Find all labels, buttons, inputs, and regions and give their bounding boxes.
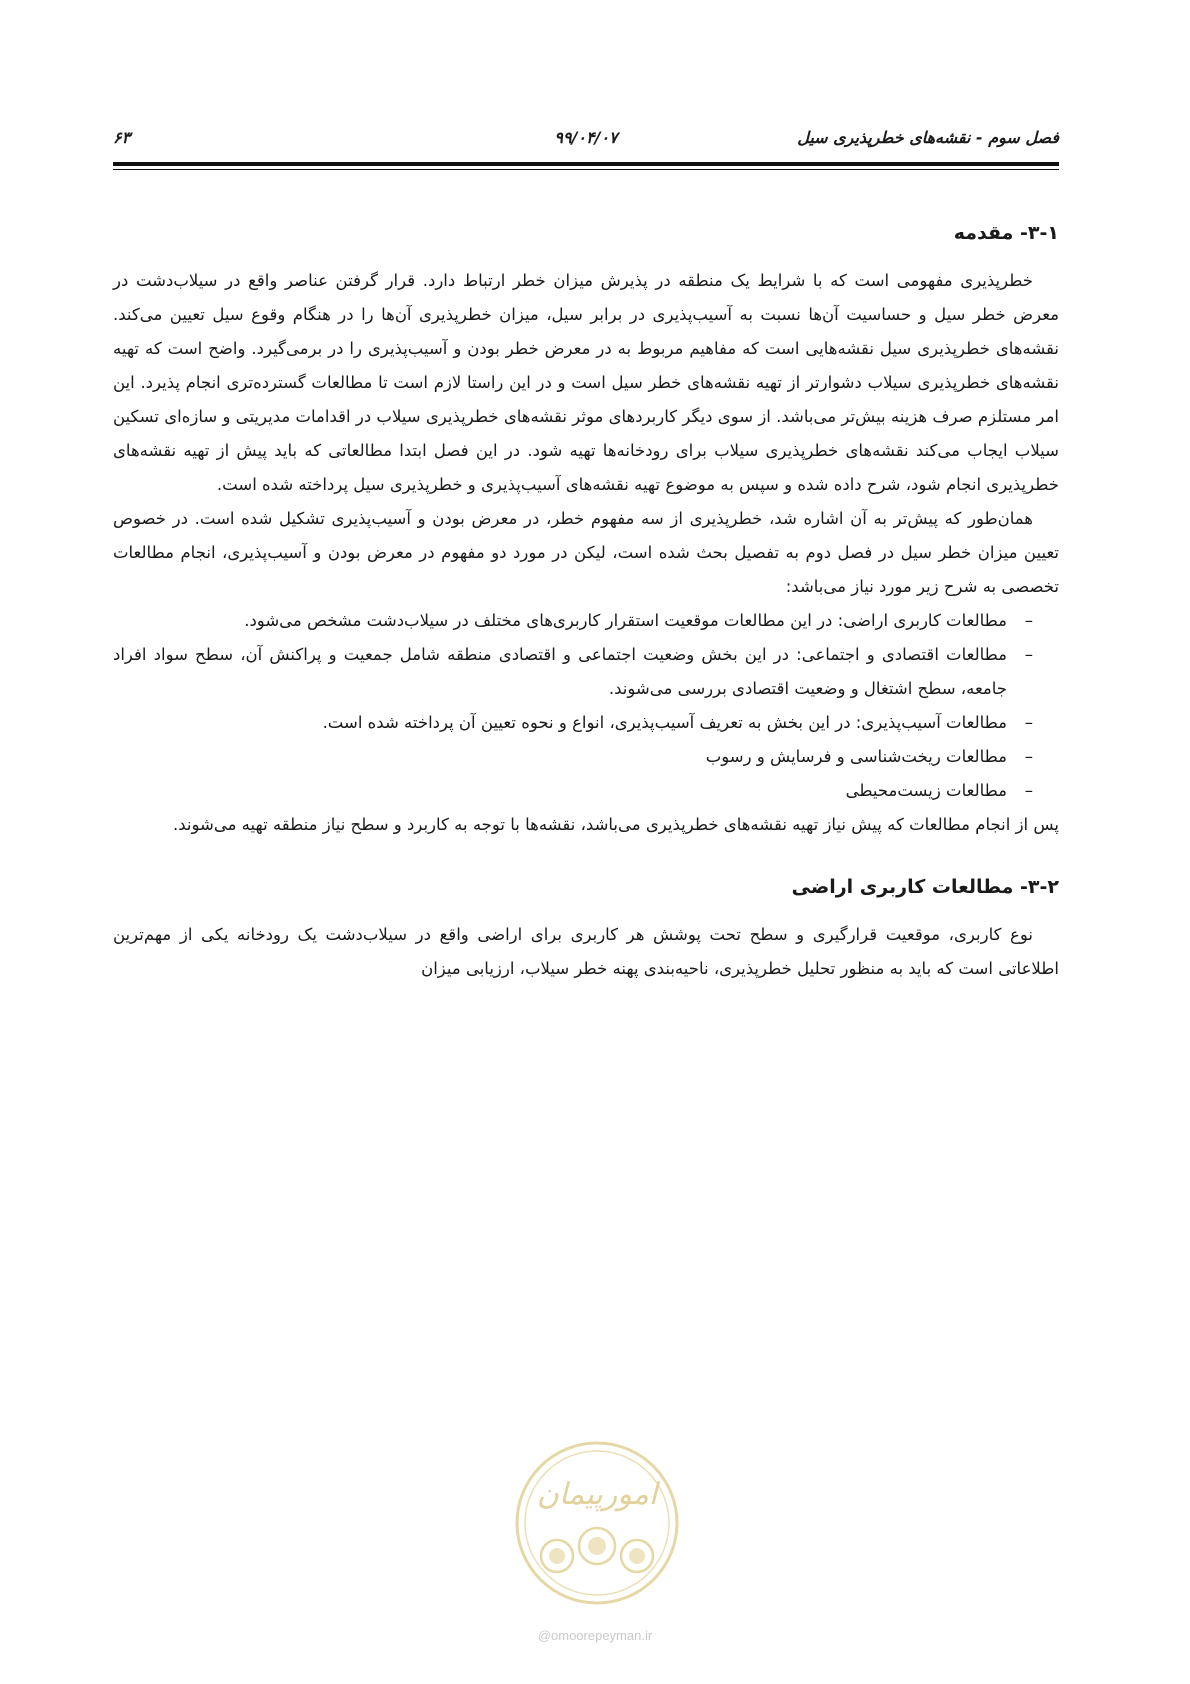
running-head-date: ۹۹/۰۴/۰۷ [554,128,618,147]
body-paragraph: همان‌طور که پیش‌تر به آن اشاره شد، خطرپذیری از سه مفهوم خطر، در معرض بودن و آسیب‌پذیری تشکیل شده است. در خصوص تعیین میزان خطر سیل در فصل دوم به تفصیل بحث شده است، لیکن در مورد دو مفهوم در معرض بودن و آسیب‌پذیری، انجام مطالعات تخصصی به شرح زیر مورد نیاز می‌باشد: [113,509,1059,596]
body-paragraph: پس از انجام مطالعات که پیش نیاز تهیه نقشه‌های خطرپذیری می‌باشد، نقشه‌ها با توجه به کاربرد و سطح نیاز منطقه تهیه می‌شوند. [172,815,1059,834]
list-item: – مطالعات کاربری اراضی: در این مطالعات موقعیت استقرار کاربری‌های مختلف در سیلاب‌دشت مشخص می‌شود. [113,604,1033,638]
list-item: – مطالعات ریخت‌شناسی و فرسایش و رسوب [113,740,1033,774]
page-body [113,218,1059,986]
seal-lettering: امورپیمان [536,1477,658,1512]
body-paragraph: نوع کاربری، موقعیت قرارگیری و سطح تحت پوشش هر کاربری برای اراضی واقع در سیلاب‌دشت یک رودخانه یکی از مهم‌ترین اطلاعاتی است که باید به منظور تحلیل خطرپذیری، ناحیه‌بندی پهنه خطر سیلاب، ارزیابی میزان [113,925,1059,978]
body-paragraph: خطرپذیری مفهومی است که با شرایط یک منطقه در پذیرش میزان خطر ارتباط دارد. قرار گرفتن عناصر واقع در سیلاب‌دشت در معرض خطر سیل و حساسیت آن‌ها نسبت به آسیب‌پذیری در برابر سیل، میزان خطرپذیری آن‌ها را در هنگام وقوع سیل تعیین می‌کند. نقشه‌های خطرپذیری سیل نقشه‌هایی است که مفاهیم مربوط به در معرض خطر بودن و آسیب‌پذیری را در برمی‌گیرد. واضح است که تهیه نقشه‌های خطرپذیری سیلاب دشوارتر از تهیه نقشه‌های خطر سیل است و در این راستا لازم است تا مطالعات گسترده‌تری انجام پذیرد. این امر مستلزم صرف هزینه بیش‌تر می‌باشد. از سوی دیگر کاربردهای موثر نقشه‌های خطرپذیری سیلاب در اقدامات مدیریتی و سازه‌ای تسکین سیلاب ایجاب می‌کند نقشه‌های خطرپذیری سیلاب برای رودخانه‌ها تهیه شود. در این فصل ابتدا مطالعاتی که باید پیش از تهیه نقشه‌های خطرپذیری انجام شود، شرح داده شده و سپس به موضوع تهیه نقشه‌های آسیب‌پذیری و خطرپذیری سیل پرداخته شده است. [113,271,1059,494]
watermark-seal-logo [512,1438,682,1608]
list-item: – مطالعات اقتصادی و اجتماعی: در این بخش وضعیت اجتماعی و اقتصادی منطقه شامل جمعیت و پراکنش آن، سطح سواد افراد جامعه، سطح اشتغال و وضعیت اقتصادی بررسی می‌شوند. [113,638,1033,706]
header-rule-thin [113,169,1059,170]
watermark-website: @omoorepeyman.ir [537,1628,653,1643]
running-head-chapter: فصل سوم - نقشه‌های خطرپذیری سیل [797,128,1059,147]
header-rule-thick [113,162,1059,166]
studies-list [113,604,1059,808]
section-heading-introduction: ۳-۱- مقدمه [953,222,1059,244]
page-header [113,128,1059,152]
list-item: – مطالعات آسیب‌پذیری: در این بخش به تعریف آسیب‌پذیری، انواع و نحوه تعیین آن پرداخته شده است. [113,706,1033,740]
list-item: – مطالعات زیست‌محیطی [113,774,1033,808]
page-number: ۶۳ [113,128,131,147]
section-heading-land-use: ۳-۲- مطالعات کاربری اراضی [791,876,1059,898]
